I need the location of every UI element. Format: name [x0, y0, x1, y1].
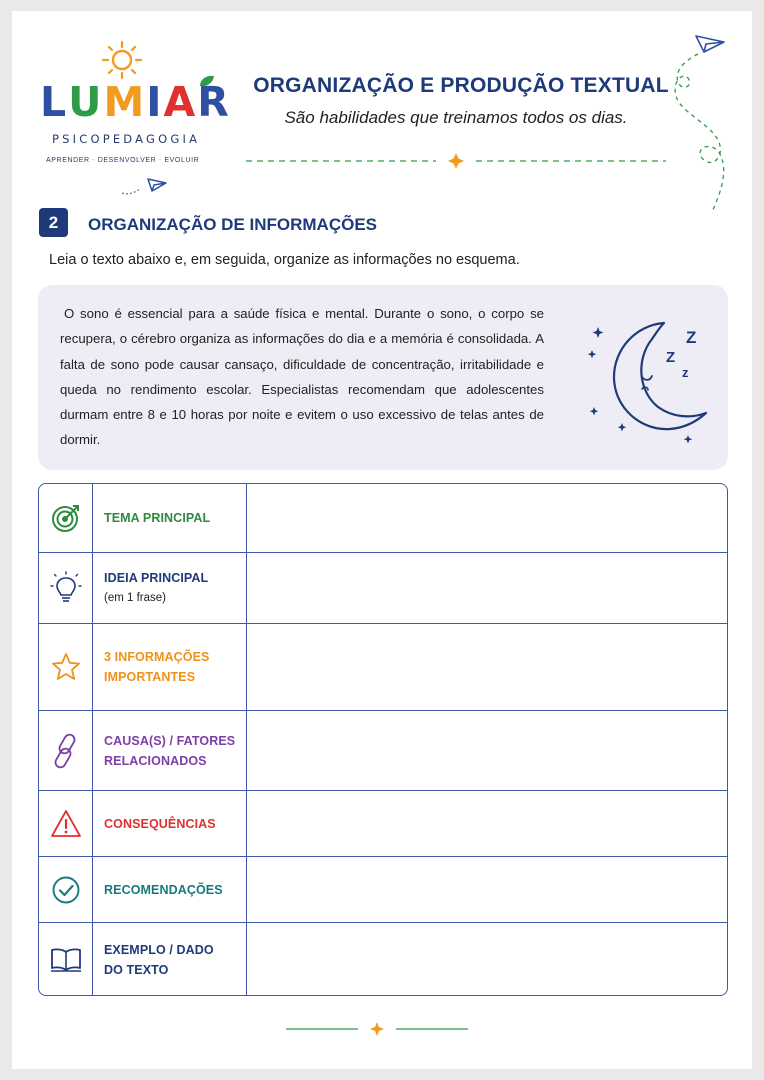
logo-letter: U: [68, 78, 104, 126]
reading-passage-box: [38, 285, 728, 470]
logo-letter: R: [197, 78, 231, 126]
row-label: 3 INFORMAÇÕES: [104, 650, 210, 664]
sleeping-moon-icon: [584, 315, 714, 445]
logo-wordmark: [40, 78, 231, 126]
answer-field-ideia-principal[interactable]: [247, 553, 727, 623]
answer-field-exemplo[interactable]: [247, 923, 727, 996]
row-label-line2: IMPORTANTES: [104, 670, 196, 684]
answer-field-tema-principal[interactable]: [247, 484, 727, 552]
table-row: [39, 923, 727, 996]
table-row: [39, 857, 727, 923]
answer-field-consequencias[interactable]: [247, 791, 727, 856]
row-label: CAUSA(S) / FATORES: [104, 733, 236, 748]
row-label: RECOMENDAÇÕES: [104, 882, 223, 897]
lightbulb-icon: [50, 571, 82, 605]
answer-field-recomendacoes[interactable]: [247, 857, 727, 922]
logo-subtitle: PSICOPEDAGOGIA: [52, 132, 201, 146]
row-label: EXEMPLO / DADO: [104, 943, 214, 957]
page-title: ORGANIZAÇÃO E PRODUÇÃO TEXTUAL: [253, 74, 669, 97]
table-row: [39, 553, 727, 624]
target-icon: [51, 503, 81, 533]
table-row: [39, 484, 727, 553]
page-subtitle: São habilidades que treinamos todos os dias.: [284, 108, 628, 127]
organizer-table: [38, 483, 728, 996]
sleep-z-medium: Z: [666, 349, 676, 366]
row-label: IDEIA PRINCIPAL: [104, 571, 209, 585]
section-title: ORGANIZAÇÃO DE INFORMAÇÕES: [88, 215, 377, 234]
logo-tagline: [46, 157, 199, 164]
instruction-text: Leia o texto abaixo e, em seguida, organize as informações no esquema.: [49, 252, 520, 268]
reading-passage: O sono é essencial para a saúde física e mental. Durante o sono, o corpo se recupera, o cérebro organiza as informações do dia e a memória é consolidada. A falta de sono pode causar cansaço, dificuldade de concentração, irritabilidade e queda no rendimento escolar. Especialistas recomendam que adolescentes durmam entre 8 e 10 horas por noite e evitem o uso excessivo de telas antes de dormir.: [60, 306, 544, 448]
warning-icon: [50, 809, 82, 839]
paper-plane-trail-icon: [668, 30, 738, 220]
sleep-z-small: z: [682, 365, 689, 380]
logo-letter: L: [40, 78, 69, 126]
sun-icon: [100, 40, 144, 80]
logo-letter: A: [163, 78, 198, 126]
logo-letter: M: [103, 78, 147, 126]
table-row: [39, 624, 727, 711]
divider-star-decoration: [244, 152, 668, 172]
check-circle-icon: [51, 875, 81, 905]
row-sublabel: (em 1 frase): [104, 592, 166, 604]
tagline-separator: -: [92, 157, 96, 164]
row-label: CONSEQUÊNCIAS: [104, 816, 216, 831]
tagline-word: DESENVOLVER: [97, 157, 157, 164]
answer-field-causas[interactable]: [247, 711, 727, 790]
tagline-word: APRENDER: [46, 157, 90, 164]
table-row: [39, 791, 727, 857]
tagline-separator: -: [158, 157, 162, 164]
open-book-icon: [50, 947, 82, 973]
footer-divider-decoration: [286, 1020, 470, 1040]
star-icon: [51, 652, 81, 682]
row-label-line2: RELACIONADOS: [104, 753, 207, 768]
paper-plane-icon: [120, 175, 170, 197]
tagline-word: EVOLUIR: [164, 157, 200, 164]
row-label: TEMA PRINCIPAL: [104, 511, 211, 525]
section-number-badge: 2: [39, 208, 68, 237]
logo-letter: I: [146, 78, 164, 126]
answer-field-informacoes-importantes[interactable]: [247, 624, 727, 710]
table-row: [39, 711, 727, 791]
row-label-line2: DO TEXTO: [104, 963, 169, 977]
chain-link-icon: [51, 733, 81, 769]
lumiar-logo: [40, 40, 230, 190]
sleep-z-large: Z: [686, 328, 697, 347]
